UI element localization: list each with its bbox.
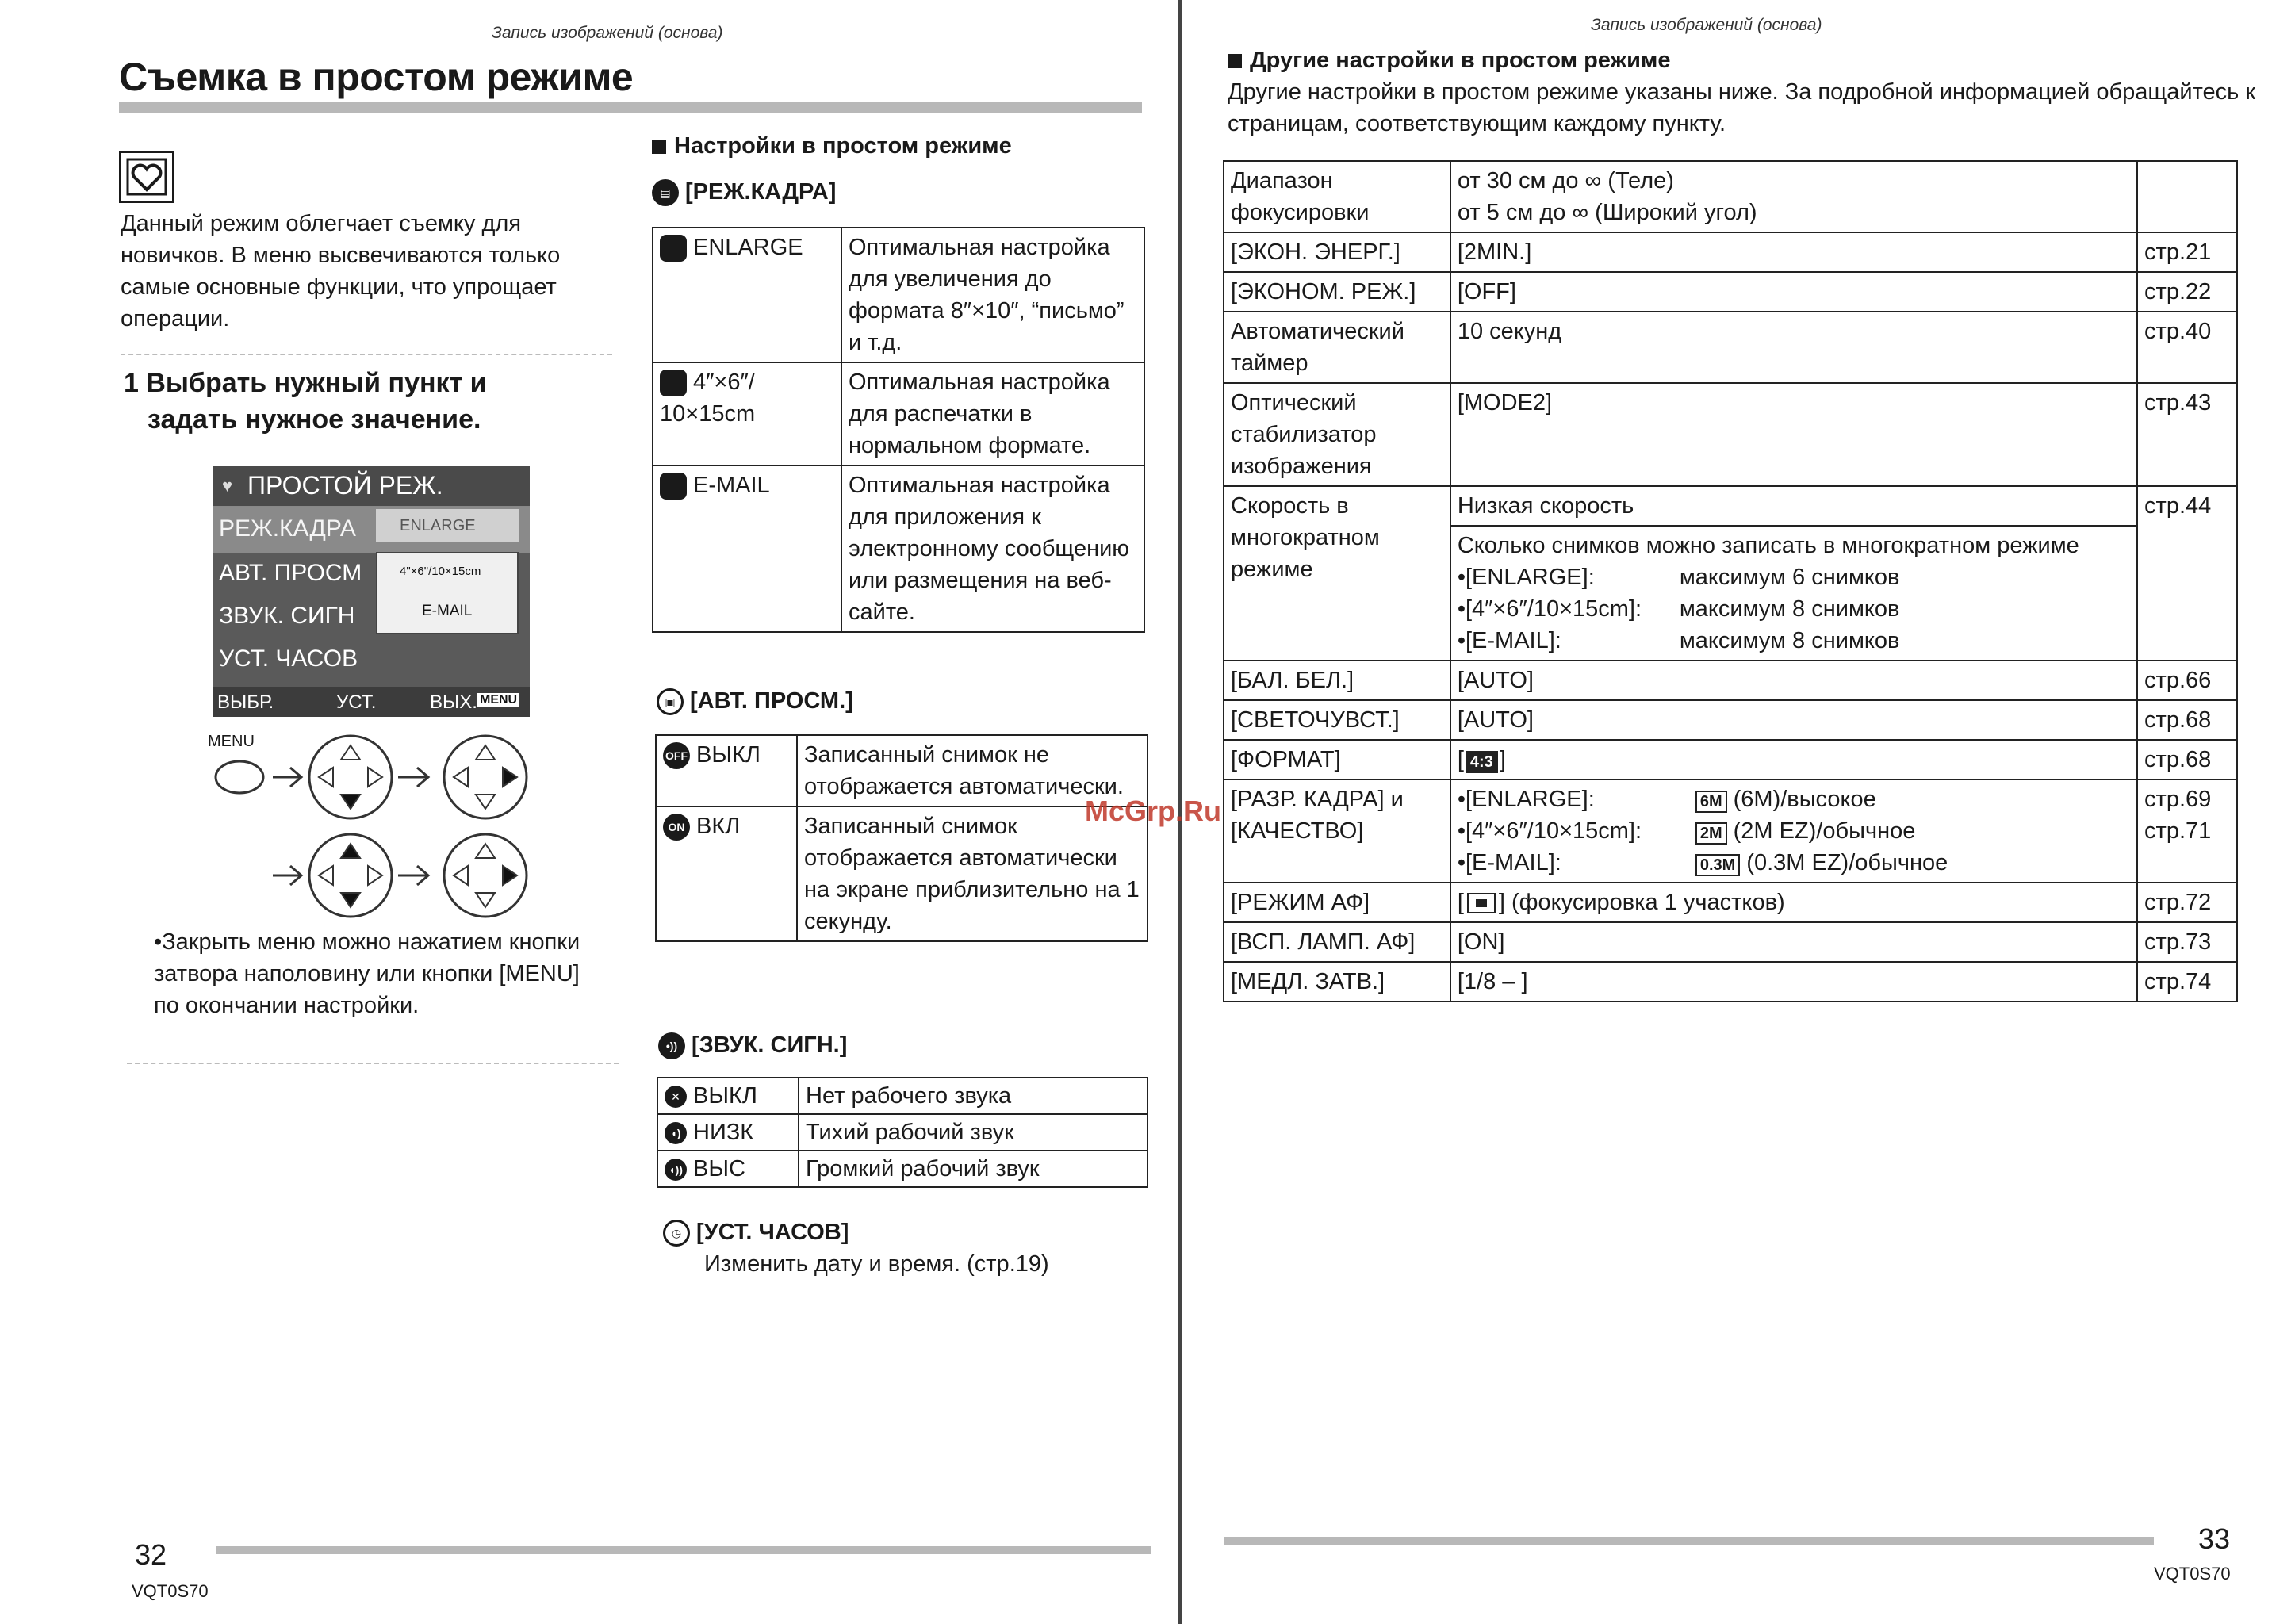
rez-heading: ▤ [РЕЖ.КАДРА]	[652, 179, 836, 206]
off-icon: OFF	[663, 742, 690, 769]
menu-button-label: MENU	[208, 733, 255, 750]
page-number-right: 33	[2198, 1522, 2231, 1555]
footer-bar	[216, 1546, 1151, 1554]
on-icon: ON	[663, 814, 690, 841]
lcd-item-rez: РЕЖ.КАДРА	[219, 515, 356, 542]
beep-icon: •))	[658, 1032, 685, 1059]
table-row: 4″×6″/ 10×15cm Оптимальная настройка для распечатки в нормальном формате.	[653, 362, 1144, 465]
table-row: E-MAIL Оптимальная настройка для приложения к электронному сообщению или размещения на веб-сайте.	[653, 465, 1144, 632]
lcd-footer-menu: MENU	[477, 693, 519, 707]
lcd-item-zvuk: ЗВУК. СИГН	[219, 603, 355, 629]
table-row: ENLARGE Оптимальная настройка для увеличения до формата 8″×10″, “письмо” и т.д.	[653, 228, 1144, 362]
lcd-footer-exit: ВЫХ.	[430, 691, 477, 713]
beep-high-icon: ◖))	[665, 1159, 687, 1181]
table-row: [РЕЖИМ АФ] [ ] (фокусировка 1 участков) стр.72	[1224, 883, 2237, 922]
zvuk-heading: •)) [ЗВУК. СИГН.]	[658, 1032, 847, 1059]
other-settings-heading: Другие настройки в простом режиме	[1228, 48, 1671, 74]
lcd-popup-4x6: 4"×6"/10×15cm	[400, 565, 481, 578]
table-row: Диапазон фокусировки от 30 см до ∞ (Теле) от 5 см до ∞ (Широкий угол)	[1224, 161, 2237, 232]
page-number-left: 32	[135, 1538, 167, 1571]
button-sequence-diagram	[208, 730, 541, 920]
lcd-popup-email: E-MAIL	[422, 603, 473, 619]
picture-size-icon: ▤	[652, 179, 679, 206]
table-row: [СВЕТОЧУВСТ.] [AUTO] стр.68	[1224, 700, 2237, 740]
divider	[121, 354, 612, 355]
table-row: ON ВКЛ Записанный снимок отображается автоматически на экране приблизительно на 1 секунду.	[656, 806, 1148, 941]
camera-lcd-screen	[213, 466, 530, 717]
settings-heading: Настройки в простом режиме	[652, 133, 1012, 159]
table-row: ✕ ВЫКЛ Нет рабочего звука	[657, 1078, 1148, 1114]
size-2m-icon: 2M	[1695, 822, 1727, 845]
table-row: OFF ВЫКЛ Записанный снимок не отображается автоматически.	[656, 735, 1148, 806]
size-6m-icon: 6M	[1695, 791, 1727, 813]
title-underline	[119, 102, 1142, 113]
table-row: [ФОРМАТ] [ 4:3 ] стр.68	[1224, 740, 2237, 779]
step-line1: Выбрать нужный пункт и	[146, 368, 487, 398]
table-row: [БАЛ. БЕЛ.] [AUTO] стр.66	[1224, 661, 2237, 700]
rez-table	[652, 227, 1145, 633]
divider	[127, 1063, 619, 1064]
zvuk-table	[657, 1077, 1148, 1188]
beep-off-icon: ✕	[665, 1086, 687, 1108]
chasy-heading: ◷ [УСТ. ЧАСОВ]	[663, 1220, 849, 1247]
running-header: Запись изображений (основа)	[1591, 16, 1822, 34]
step-number: 1	[124, 368, 139, 398]
clock-icon: ◷	[663, 1220, 690, 1247]
intro-text: Данный режим облегчает съемку для новичков. В меню высвечиваются только самые основные функции, что упрощает операции.	[121, 211, 561, 331]
chasy-text: Изменить дату и время. (стр.19)	[704, 1251, 1049, 1277]
lcd-item-chasy: УСТ. ЧАСОВ	[219, 645, 358, 672]
table-row: Автоматический таймер 10 секунд стр.40	[1224, 312, 2237, 383]
avt-heading: ▣ [АВТ. ПРОСМ.]	[657, 688, 853, 715]
4x6-icon	[660, 370, 687, 396]
square-bullet-icon	[652, 140, 666, 154]
page-title: Съемка в простом режиме	[119, 55, 634, 99]
heart-icon: ♥	[222, 476, 233, 496]
table-row: Скорость в многократном режиме Низкая скорость стр.44	[1224, 486, 2237, 526]
square-bullet-icon	[1228, 54, 1242, 68]
watermark: McGrp.Ru	[1085, 795, 1222, 827]
close-menu-note: •Закрыть меню можно нажатием кнопки затвора наполовину или кнопки [MENU] по окончании настройки.	[154, 929, 580, 1018]
table-row: [ЭКОНОМ. РЕЖ.] [OFF] стр.22	[1224, 272, 2237, 312]
lcd-footer-set: УСТ.	[336, 691, 377, 713]
other-settings-intro: Другие настройки в простом режиме указаны ниже. За подробной информацией обращайтесь к страницам, соответствующим каждому пункту.	[1228, 79, 2256, 136]
lcd-popup-enlarge: ENLARGE	[376, 509, 519, 542]
table-row: [ВСП. ЛАМП. АФ] [ON] стр.73	[1224, 922, 2237, 962]
lcd-item-avt: АВТ. ПРОСМ	[219, 560, 362, 586]
email-icon	[660, 473, 687, 500]
table-row: [РАЗР. КАДРА] и [КАЧЕСТВО] •[ENLARGE]: 6M (6M)/высокое •[4″×6″/10×15cm]: 2M (2M EZ)/обычное •[E-MAIL]: 0.3M (0.3M EZ)/обычное стр.69 стр.71	[1224, 779, 2237, 883]
af-1-area-icon	[1467, 893, 1496, 914]
table-row: ◖)) ВЫС Громкий рабочий звук	[657, 1151, 1148, 1187]
table-row: Сколько снимков можно записать в многократном режиме •[ENLARGE]: максимум 6 снимков •[4″×6″/10×15cm]: максимум 8 снимков •[E-MAIL]: максимум 8 снимков	[1224, 526, 2237, 661]
enlarge-icon	[660, 235, 687, 262]
model-code-right: VQT0S70	[2154, 1564, 2231, 1584]
running-header: Запись изображений (основа)	[492, 24, 723, 42]
step-line2: задать нужное значение.	[148, 404, 481, 435]
table-row: [МЕДЛ. ЗАТВ.] [1/8 – ] стр.74	[1224, 962, 2237, 1002]
lcd-footer-select: ВЫБР.	[217, 691, 274, 713]
avt-table	[655, 734, 1148, 942]
auto-review-icon: ▣	[657, 688, 684, 715]
table-row: [ЭКОН. ЭНЕРГ.] [2MIN.] стр.21	[1224, 232, 2237, 272]
heart-mode-icon	[119, 151, 174, 203]
table-row: ◖) НИЗК Тихий рабочий звук	[657, 1114, 1148, 1151]
settings-table	[1223, 160, 2238, 1002]
size-0-3m-icon: 0.3M	[1695, 854, 1740, 876]
step-1	[124, 365, 487, 438]
footer-bar	[1224, 1537, 2154, 1545]
lcd-title: ПРОСТОЙ РЕЖ.	[247, 471, 443, 500]
beep-low-icon: ◖)	[665, 1122, 687, 1144]
table-row: Оптический стабилизатор изображения [MODE2] стр.43	[1224, 383, 2237, 486]
aspect-4-3-icon: 4:3	[1466, 751, 1498, 773]
model-code-left: VQT0S70	[132, 1581, 209, 1601]
